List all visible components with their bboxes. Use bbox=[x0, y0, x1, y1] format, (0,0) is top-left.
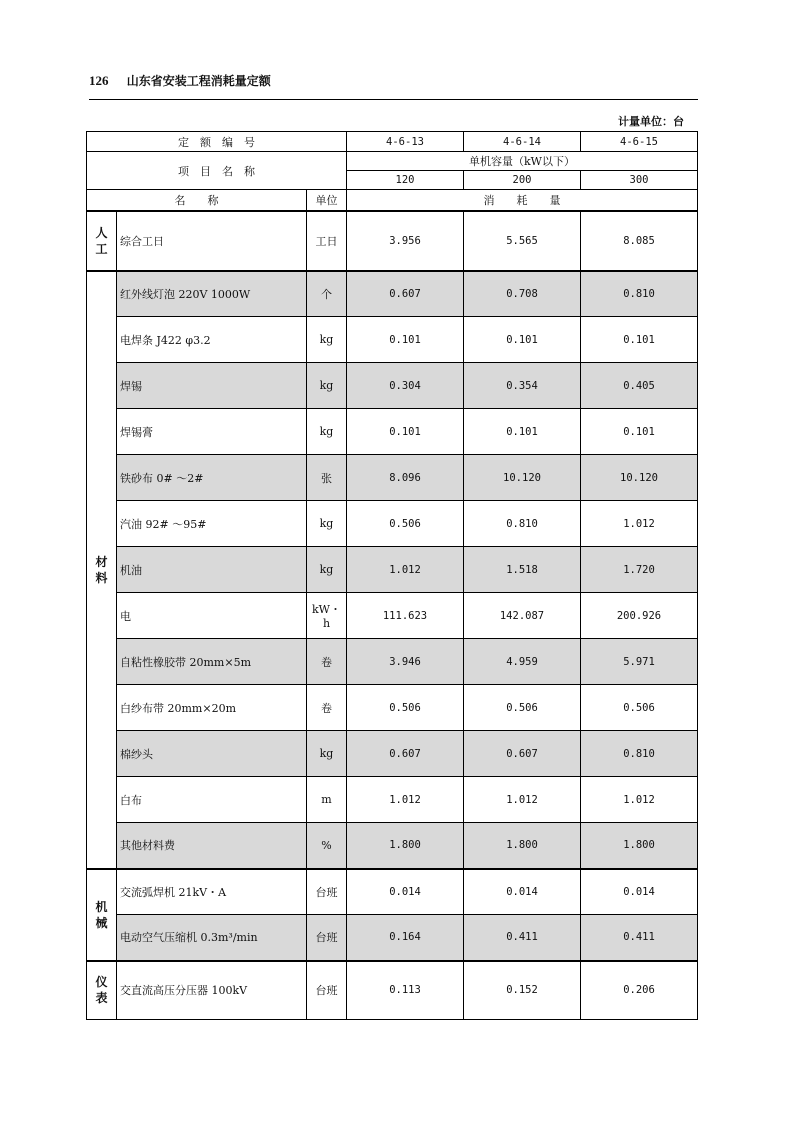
item-name-label: 项 目 名 称 bbox=[87, 152, 347, 190]
item-unit: % bbox=[307, 823, 347, 869]
item-unit: kg bbox=[307, 363, 347, 409]
value-cell: 142.087 bbox=[464, 593, 581, 639]
value-cell: 0.411 bbox=[464, 915, 581, 961]
value-cell: 0.506 bbox=[464, 685, 581, 731]
item-name: 电 bbox=[117, 593, 307, 639]
value-cell: 1.012 bbox=[581, 501, 698, 547]
column-header-row bbox=[87, 190, 698, 211]
book-title: 山东省安装工程消耗量定额 bbox=[126, 74, 271, 88]
value-cell: 0.506 bbox=[347, 685, 464, 731]
value-cell: 0.405 bbox=[581, 363, 698, 409]
item-unit: 个 bbox=[307, 271, 347, 317]
quota-code: 4-6-14 bbox=[464, 132, 581, 152]
capacity-label-row bbox=[87, 152, 698, 171]
col-unit-label: 单位 bbox=[307, 190, 347, 211]
item-unit: kg bbox=[307, 547, 347, 593]
item-name: 铁砂布 0# ～2# bbox=[117, 455, 307, 501]
table-row bbox=[87, 501, 698, 547]
category-label: 机 械 bbox=[87, 869, 117, 961]
table-row bbox=[87, 317, 698, 363]
value-cell: 1.518 bbox=[464, 547, 581, 593]
value-cell: 0.810 bbox=[581, 271, 698, 317]
value-cell: 0.304 bbox=[347, 363, 464, 409]
value-cell: 0.101 bbox=[464, 409, 581, 455]
value-cell: 0.101 bbox=[581, 409, 698, 455]
item-name: 红外线灯泡 220V 1000W bbox=[117, 271, 307, 317]
table-row bbox=[87, 777, 698, 823]
value-cell: 0.014 bbox=[347, 869, 464, 915]
value-cell: 1.012 bbox=[464, 777, 581, 823]
item-name: 其他材料费 bbox=[117, 823, 307, 869]
item-name: 汽油 92# ～95# bbox=[117, 501, 307, 547]
value-cell: 0.708 bbox=[464, 271, 581, 317]
item-unit: 卷 bbox=[307, 639, 347, 685]
value-cell: 1.012 bbox=[581, 777, 698, 823]
item-name: 自粘性橡胶带 20mm×5m bbox=[117, 639, 307, 685]
value-cell: 1.012 bbox=[347, 547, 464, 593]
table-row bbox=[87, 363, 698, 409]
value-cell: 0.810 bbox=[464, 501, 581, 547]
consumption-label: 消 耗 量 bbox=[347, 190, 698, 211]
table-row bbox=[87, 961, 698, 1020]
value-cell: 10.120 bbox=[581, 455, 698, 501]
value-cell: 0.607 bbox=[347, 731, 464, 777]
item-unit: 台班 bbox=[307, 869, 347, 915]
value-cell: 0.411 bbox=[581, 915, 698, 961]
item-unit: kg bbox=[307, 501, 347, 547]
value-cell: 0.101 bbox=[347, 317, 464, 363]
value-cell: 0.607 bbox=[464, 731, 581, 777]
value-cell: 0.607 bbox=[347, 271, 464, 317]
unit-note: 计量单位：台 bbox=[618, 115, 684, 128]
item-unit: m bbox=[307, 777, 347, 823]
value-cell: 3.946 bbox=[347, 639, 464, 685]
table-row bbox=[87, 869, 698, 915]
category-label: 材 料 bbox=[87, 271, 117, 869]
value-cell: 0.354 bbox=[464, 363, 581, 409]
item-unit: kW・h bbox=[307, 593, 347, 639]
item-unit: 张 bbox=[307, 455, 347, 501]
value-cell: 4.959 bbox=[464, 639, 581, 685]
value-cell: 0.101 bbox=[347, 409, 464, 455]
col-name-label: 名 称 bbox=[87, 190, 307, 211]
value-cell: 0.506 bbox=[347, 501, 464, 547]
quota-code-label: 定 额 编 号 bbox=[87, 132, 347, 152]
table-row bbox=[87, 455, 698, 501]
value-cell: 1.800 bbox=[581, 823, 698, 869]
table-row bbox=[87, 685, 698, 731]
item-name: 交流弧焊机 21kV・A bbox=[117, 869, 307, 915]
item-name: 焊锡 bbox=[117, 363, 307, 409]
value-cell: 8.096 bbox=[347, 455, 464, 501]
page-header bbox=[89, 72, 271, 89]
category-label: 人 工 bbox=[87, 211, 117, 271]
quota-code: 4-6-13 bbox=[347, 132, 464, 152]
value-cell: 1.012 bbox=[347, 777, 464, 823]
item-name: 白布 bbox=[117, 777, 307, 823]
value-cell: 10.120 bbox=[464, 455, 581, 501]
item-name: 电动空气压缩机 0.3m³/min bbox=[117, 915, 307, 961]
capacity-value: 300 bbox=[581, 171, 698, 190]
value-cell: 0.101 bbox=[464, 317, 581, 363]
value-cell: 200.926 bbox=[581, 593, 698, 639]
table-row bbox=[87, 915, 698, 961]
value-cell: 111.623 bbox=[347, 593, 464, 639]
value-cell: 0.810 bbox=[581, 731, 698, 777]
table-row bbox=[87, 823, 698, 869]
item-name: 电焊条 J422 φ3.2 bbox=[117, 317, 307, 363]
page-number: 126 bbox=[89, 73, 109, 88]
value-cell: 1.800 bbox=[347, 823, 464, 869]
item-name: 机油 bbox=[117, 547, 307, 593]
item-name: 交直流高压分压器 100kV bbox=[117, 961, 307, 1020]
table-row bbox=[87, 409, 698, 455]
value-cell: 8.085 bbox=[581, 211, 698, 271]
value-cell: 0.014 bbox=[581, 869, 698, 915]
table-row bbox=[87, 211, 698, 271]
item-unit: 卷 bbox=[307, 685, 347, 731]
value-cell: 3.956 bbox=[347, 211, 464, 271]
table-row bbox=[87, 731, 698, 777]
value-cell: 0.152 bbox=[464, 961, 581, 1020]
quota-table bbox=[86, 131, 698, 1020]
item-unit: 台班 bbox=[307, 915, 347, 961]
item-unit: 工日 bbox=[307, 211, 347, 271]
item-unit: kg bbox=[307, 731, 347, 777]
item-name: 棉纱头 bbox=[117, 731, 307, 777]
capacity-label: 单机容量（kW以下） bbox=[347, 152, 698, 171]
table-row bbox=[87, 639, 698, 685]
quota-code-row bbox=[87, 132, 698, 152]
category-label: 仪 表 bbox=[87, 961, 117, 1020]
item-unit: 台班 bbox=[307, 961, 347, 1020]
table-row bbox=[87, 271, 698, 317]
value-cell: 5.565 bbox=[464, 211, 581, 271]
quota-code: 4-6-15 bbox=[581, 132, 698, 152]
value-cell: 1.800 bbox=[464, 823, 581, 869]
item-name: 焊锡膏 bbox=[117, 409, 307, 455]
value-cell: 0.206 bbox=[581, 961, 698, 1020]
value-cell: 1.720 bbox=[581, 547, 698, 593]
capacity-value: 120 bbox=[347, 171, 464, 190]
item-name: 综合工日 bbox=[117, 211, 307, 271]
table-row bbox=[87, 547, 698, 593]
value-cell: 0.164 bbox=[347, 915, 464, 961]
value-cell: 0.506 bbox=[581, 685, 698, 731]
item-unit: kg bbox=[307, 317, 347, 363]
value-cell: 0.101 bbox=[581, 317, 698, 363]
value-cell: 0.113 bbox=[347, 961, 464, 1020]
value-cell: 5.971 bbox=[581, 639, 698, 685]
value-cell: 0.014 bbox=[464, 869, 581, 915]
item-unit: kg bbox=[307, 409, 347, 455]
capacity-value: 200 bbox=[464, 171, 581, 190]
item-name: 白纱布带 20mm×20m bbox=[117, 685, 307, 731]
table-row bbox=[87, 593, 698, 639]
header-rule bbox=[89, 99, 698, 100]
